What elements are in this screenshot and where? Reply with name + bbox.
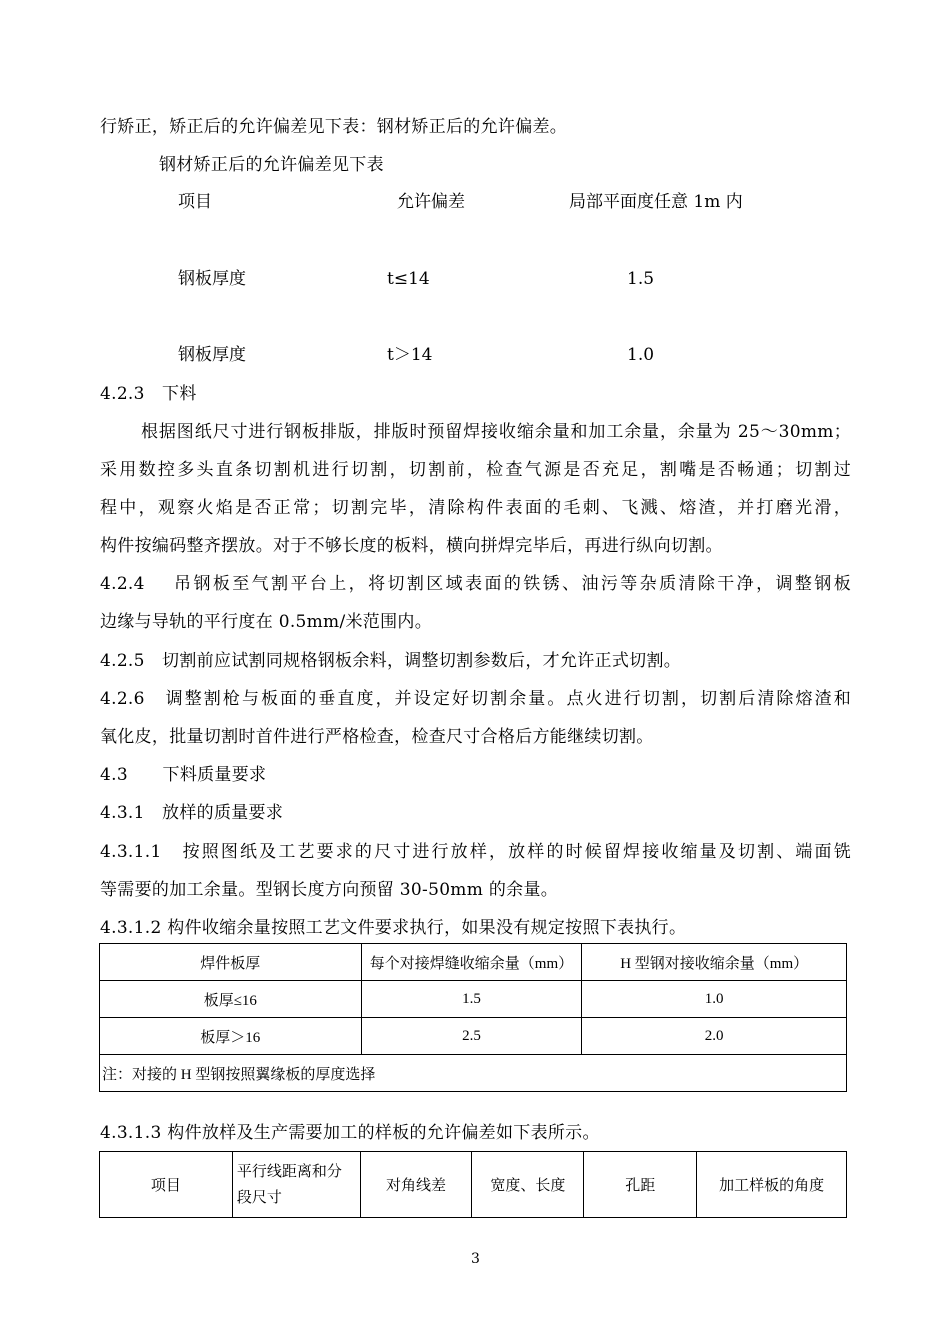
table-header-cell: 加工样板的角度	[697, 1152, 847, 1218]
tolerance-row-deviation: t≤14	[387, 269, 430, 289]
table-note: 注：对接的 H 型钢按照翼缘板的厚度选择	[100, 1055, 847, 1092]
paragraph-line: 边缘与导轨的平行度在 0.5mm/米范围内。	[100, 612, 433, 632]
table-cell: 1.5	[361, 981, 582, 1018]
tolerance-header-item: 项目	[178, 192, 212, 212]
table-header-row	[100, 1152, 847, 1218]
table-header-cell: 焊件板厚	[100, 944, 362, 981]
table-cell: 板厚＞16	[100, 1018, 362, 1055]
table-header-cell: 对角线差	[360, 1152, 472, 1218]
tolerance-header-deviation: 允许偏差	[397, 192, 465, 212]
paragraph-line: 根据图纸尺寸进行钢板排版，排版时预留焊接收缩余量和加工余量，余量为 25～30mm；	[141, 422, 851, 442]
table-header-cell: 孔距	[584, 1152, 697, 1218]
paragraph-line: 4.3.1.2 构件收缩余量按照工艺文件要求执行，如果没有规定按照下表执行。	[100, 918, 687, 938]
tolerance-row-item: 钢板厚度	[178, 269, 246, 289]
paragraph-line: 等需要的加工余量。型钢长度方向预留 30-50mm 的余量。	[100, 880, 559, 900]
section-heading: 4.2.3 下料	[100, 384, 197, 404]
table-cell: 2.0	[582, 1018, 847, 1055]
paragraph-line: 4.2.4 吊钢板至气割平台上，将切割区域表面的铁锈、油污等杂质清除干净，调整钢板	[100, 574, 851, 594]
table-header-cell: 项目	[100, 1152, 233, 1218]
table-cell: 板厚≤16	[100, 981, 362, 1018]
paragraph-line: 4.2.5 切割前应试割同规格钢板余料，调整切割参数后，才允许正式切割。	[100, 651, 682, 671]
paragraph-line: 程中，观察火焰是否正常；切割完毕，清除构件表面的毛刺、飞溅、熔渣，并打磨光滑，	[100, 498, 851, 518]
table-cell: 1.0	[582, 981, 847, 1018]
paragraph-line: 氧化皮，批量切割时首件进行严格检查，检查尺寸合格后方能继续切割。	[100, 727, 654, 747]
paragraph-line: 4.3.1.1 按照图纸及工艺要求的尺寸进行放样，放样的时候留焊接收缩量及切割、端面铣	[100, 842, 851, 862]
tolerance-row-deviation: t＞14	[387, 345, 433, 365]
table-header-row	[100, 944, 847, 981]
template-tolerance-table	[99, 1151, 847, 1218]
table-header-cell: 平行线距离和分段尺寸	[232, 1152, 360, 1218]
shrinkage-table	[99, 943, 847, 1092]
table-cell: 2.5	[361, 1018, 582, 1055]
tolerance-header-flatness: 局部平面度任意 1m 内	[569, 192, 743, 212]
tolerance-row-flatness: 1.5	[627, 269, 655, 289]
table-header-cell: H 型钢对接收缩余量（mm）	[582, 944, 847, 981]
table-row	[100, 981, 847, 1018]
table-header-cell: 宽度、长度	[472, 1152, 584, 1218]
table-caption: 钢材矫正后的允许偏差见下表	[159, 155, 384, 175]
paragraph-line: 构件按编码整齐摆放。对于不够长度的板料，横向拼焊完毕后，再进行纵向切割。	[100, 536, 723, 556]
table-note-row	[100, 1055, 847, 1092]
table-row	[100, 1018, 847, 1055]
tolerance-row-flatness: 1.0	[627, 345, 655, 365]
section-heading: 4.3 下料质量要求	[100, 765, 267, 785]
paragraph-line: 4.2.6 调整割枪与板面的垂直度，并设定好切割余量。点火进行切割，切割后清除熔渣和	[100, 689, 851, 709]
page-number: 3	[471, 1251, 480, 1267]
paragraph-line: 4.3.1.3 构件放样及生产需要加工的样板的允许偏差如下表所示。	[100, 1123, 600, 1143]
section-heading: 4.3.1 放样的质量要求	[100, 803, 284, 823]
paragraph-line: 采用数控多头直条切割机进行切割，切割前，检查气源是否充足，割嘴是否畅通；切割过	[100, 460, 851, 480]
paragraph-line: 行矫正，矫正后的允许偏差见下表：钢材矫正后的允许偏差。	[100, 117, 568, 137]
tolerance-row-item: 钢板厚度	[178, 345, 246, 365]
table-header-cell: 每个对接焊缝收缩余量（mm）	[361, 944, 582, 981]
